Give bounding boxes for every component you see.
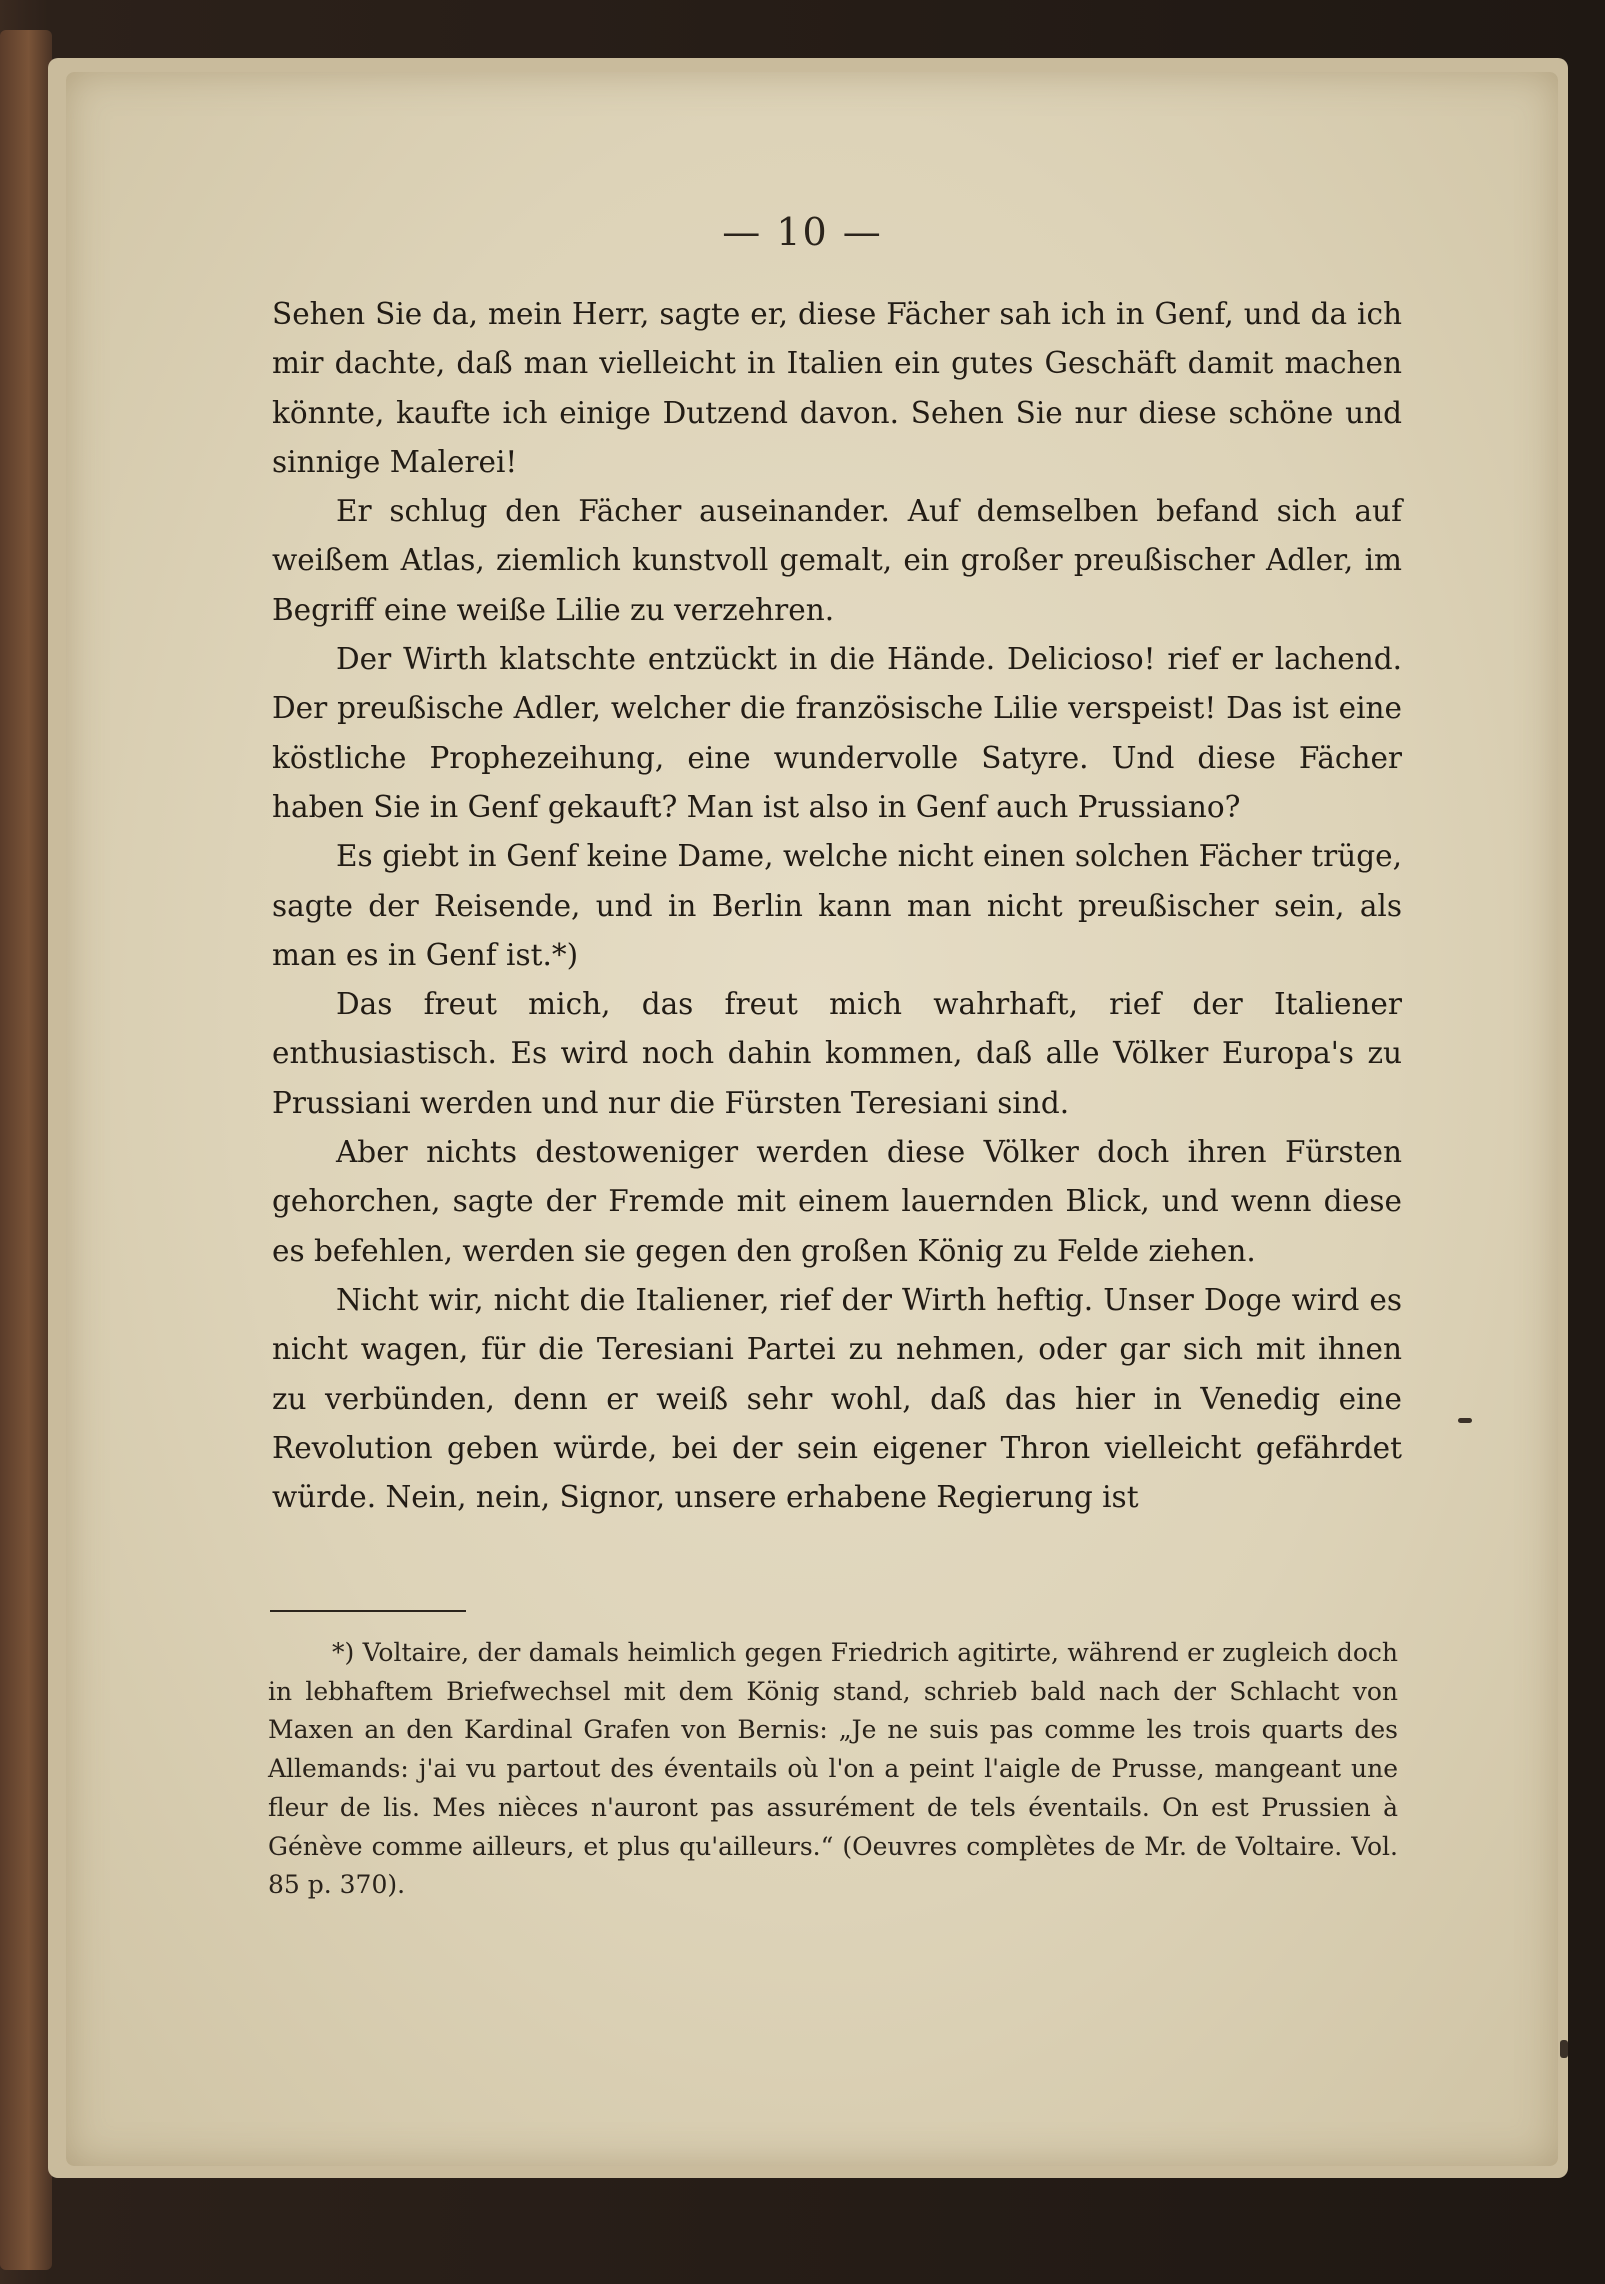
footnote: *) Voltaire, der damals heimlich gegen Friedrich agitirte, während er zugleich doch in lebhaftem Briefwechsel mit dem König stand, schrieb bald nach der Schlacht von Maxen an den Kardinal Grafen von Bernis: „Je ne suis pas comme les trois quarts des Allemands: j'ai vu partout des éventails où l'on a peint l'aigle de Prusse, mangeant une fleur de lis. Mes nièces n'auront pas assurément de tels éventails. On est Prussien à Génève comme ailleurs, et plus qu'ailleurs.“ (Oeuvres complètes de Mr. de Voltaire. Vol. 85 p. 370). (268, 1638, 1398, 1900)
paragraph: Sehen Sie da, mein Herr, sagte er, diese Fächer sah ich in Genf, und da ich mir dachte, daß man vielleicht in Italien ein gutes Geschäft damit machen könnte, kaufte ich einige Dutzend davon. Sehen Sie nur diese schöne und sinnige Malerei! (272, 297, 1402, 479)
footnote-separator (270, 1610, 466, 1612)
paragraph: Es giebt in Genf keine Dame, welche nicht einen solchen Fächer trüge, sagte der Reisende, und in Berlin kann man nicht preußischer sein, als man es in Genf ist.*) (272, 839, 1402, 972)
page-number: — 10 — (722, 210, 883, 254)
margin-mark (1560, 2040, 1568, 2058)
paragraph: Aber nichts destoweniger werden diese Völker doch ihren Fürsten gehorchen, sagte der Fremde mit einem lauernden Blick, und wenn diese es befehlen, werden sie gegen den großen König zu Felde ziehen. (272, 1135, 1402, 1268)
paragraph: Der Wirth klatschte entzückt in die Hände. Delicioso! rief er lachend. Der preußische Adler, welcher die französische Lilie verspeist! Das ist eine köstliche Prophezeihung, eine wundervolle Satyre. Und diese Fächer haben Sie in Genf gekauft? Man ist also in Genf auch Prussiano? (272, 642, 1402, 824)
paragraph: Er schlug den Fächer auseinander. Auf demselben befand sich auf weißem Atlas, ziemlich kunstvoll gemalt, ein großer preußischer Adler, im Begriff eine weiße Lilie zu verzehren. (272, 494, 1402, 627)
body-text (272, 290, 1402, 1522)
margin-mark (1458, 1418, 1472, 1423)
book-cover-edge (0, 30, 52, 2270)
paragraph: Das freut mich, das freut mich wahrhaft, rief der Italiener enthusiastisch. Es wird noch dahin kommen, daß alle Völker Europa's zu Prussiani werden und nur die Fürsten Teresiani sind. (272, 987, 1402, 1120)
paragraph: Nicht wir, nicht die Italiener, rief der Wirth heftig. Unser Doge wird es nicht wagen, für die Teresiani Partei zu nehmen, oder gar sich mit ihnen zu verbünden, denn er weiß sehr wohl, daß das hier in Venedig eine Revolution geben würde, bei der sein eigener Thron vielleicht gefährdet würde. Nein, nein, Signor, unsere erhabene Regierung ist (272, 1282, 1402, 1515)
